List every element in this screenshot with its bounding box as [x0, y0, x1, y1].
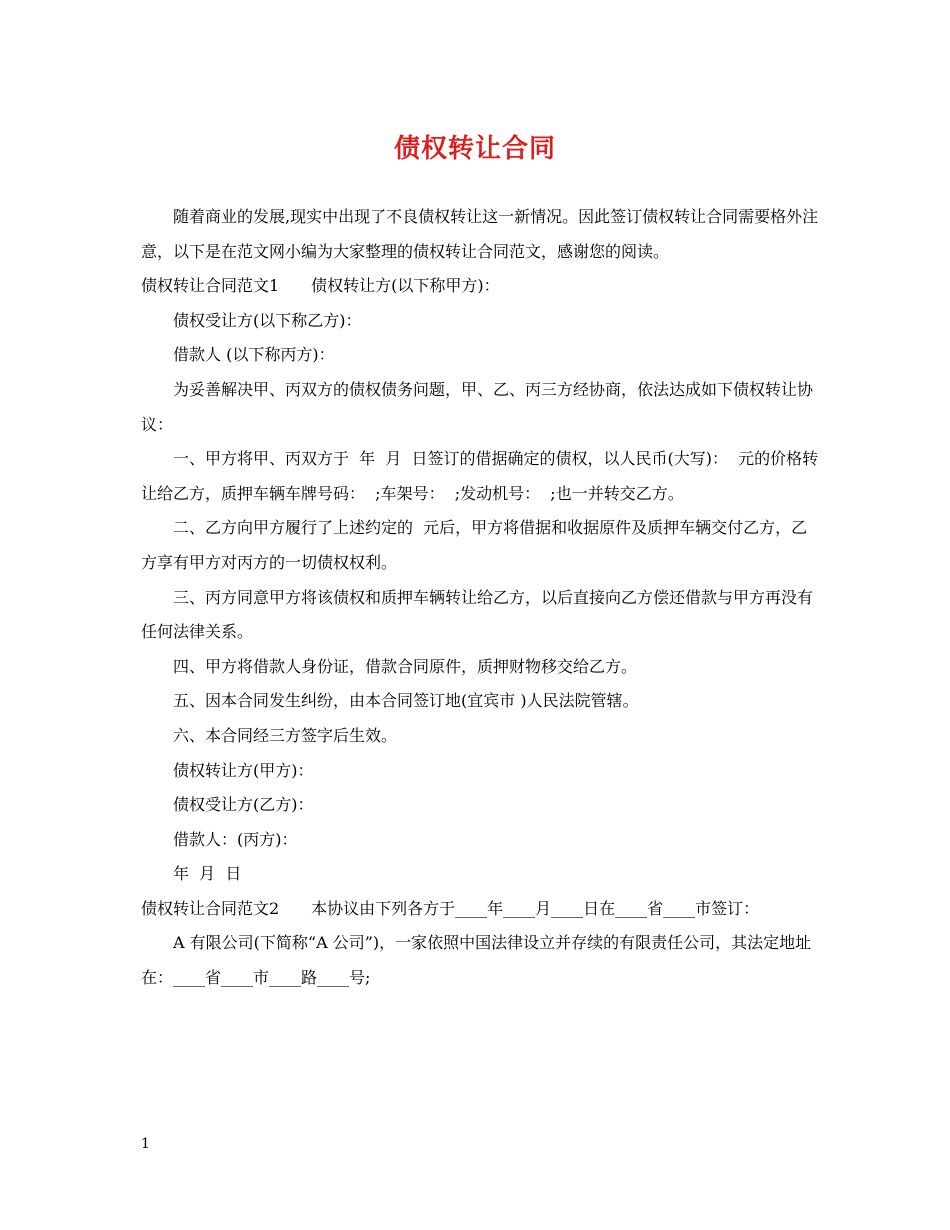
- paragraph: A 有限公司(下简称“A 公司”)，一家依照中国法律设立并存续的有限责任公司，其法定地址在：____省____市____路____号;: [141, 933, 812, 988]
- paragraph: 年 月 日: [173, 864, 242, 884]
- paragraph: 债权转让合同范文2 本协议由下列各方于____年____月____日在____省____市签订：: [141, 898, 760, 918]
- paragraph: 五、因本合同发生纠纷，由本合同签订地(宜宾市 )人民法院管辖。: [173, 691, 639, 711]
- paragraph: 债权转让方(甲方)：: [173, 760, 314, 780]
- paragraph: 债权转让合同范文1 债权转让方(以下称甲方)：: [141, 276, 500, 296]
- paragraph: 借款人 (以下称丙方)：: [173, 345, 335, 365]
- document-title: 债权转让合同: [393, 134, 556, 164]
- paragraph: 一、甲方将甲、丙双方于 年 月 日签订的借据确定的债权，以人民币(大写)： 元的价格转让给乙方，质押车辆车牌号码： ;车架号： ;发动机号： ;也一并转交乙方。: [141, 449, 819, 503]
- paragraph: 六、本合同经三方签字后生效。: [173, 725, 398, 745]
- paragraph: 三、丙方同意甲方将该债权和质押车辆转让给乙方，以后直接向乙方偿还借款与甲方再没有任何法律关系。: [141, 587, 814, 642]
- paragraph: 债权受让方(乙方)：: [173, 795, 314, 815]
- paragraph: 四、甲方将借款人身份证，借款合同原件，质押财物移交给乙方。: [173, 656, 638, 676]
- paragraph: 为妥善解决甲、丙双方的债权债务问题，甲、乙、丙三方经协商，依法达成如下债权转让协议：: [141, 379, 814, 434]
- paragraph: 债权受让方(以下称乙方)：: [173, 310, 362, 330]
- page-number: 1: [141, 1136, 150, 1152]
- document-body: [141, 200, 821, 996]
- paragraph: 随着商业的发展,现实中出现了不良债权转让这一新情况。因此签订债权转让合同需要格外注意，以下是在范文网小编为大家整理的债权转让合同范文，感谢您的阅读。: [141, 207, 819, 261]
- paragraph: 借款人：(丙方)：: [173, 829, 298, 849]
- paragraph: 二、乙方向甲方履行了上述约定的 元后，甲方将借据和收据原件及质押车辆交付乙方，乙方享有甲方对丙方的一切债权权利。: [141, 518, 808, 572]
